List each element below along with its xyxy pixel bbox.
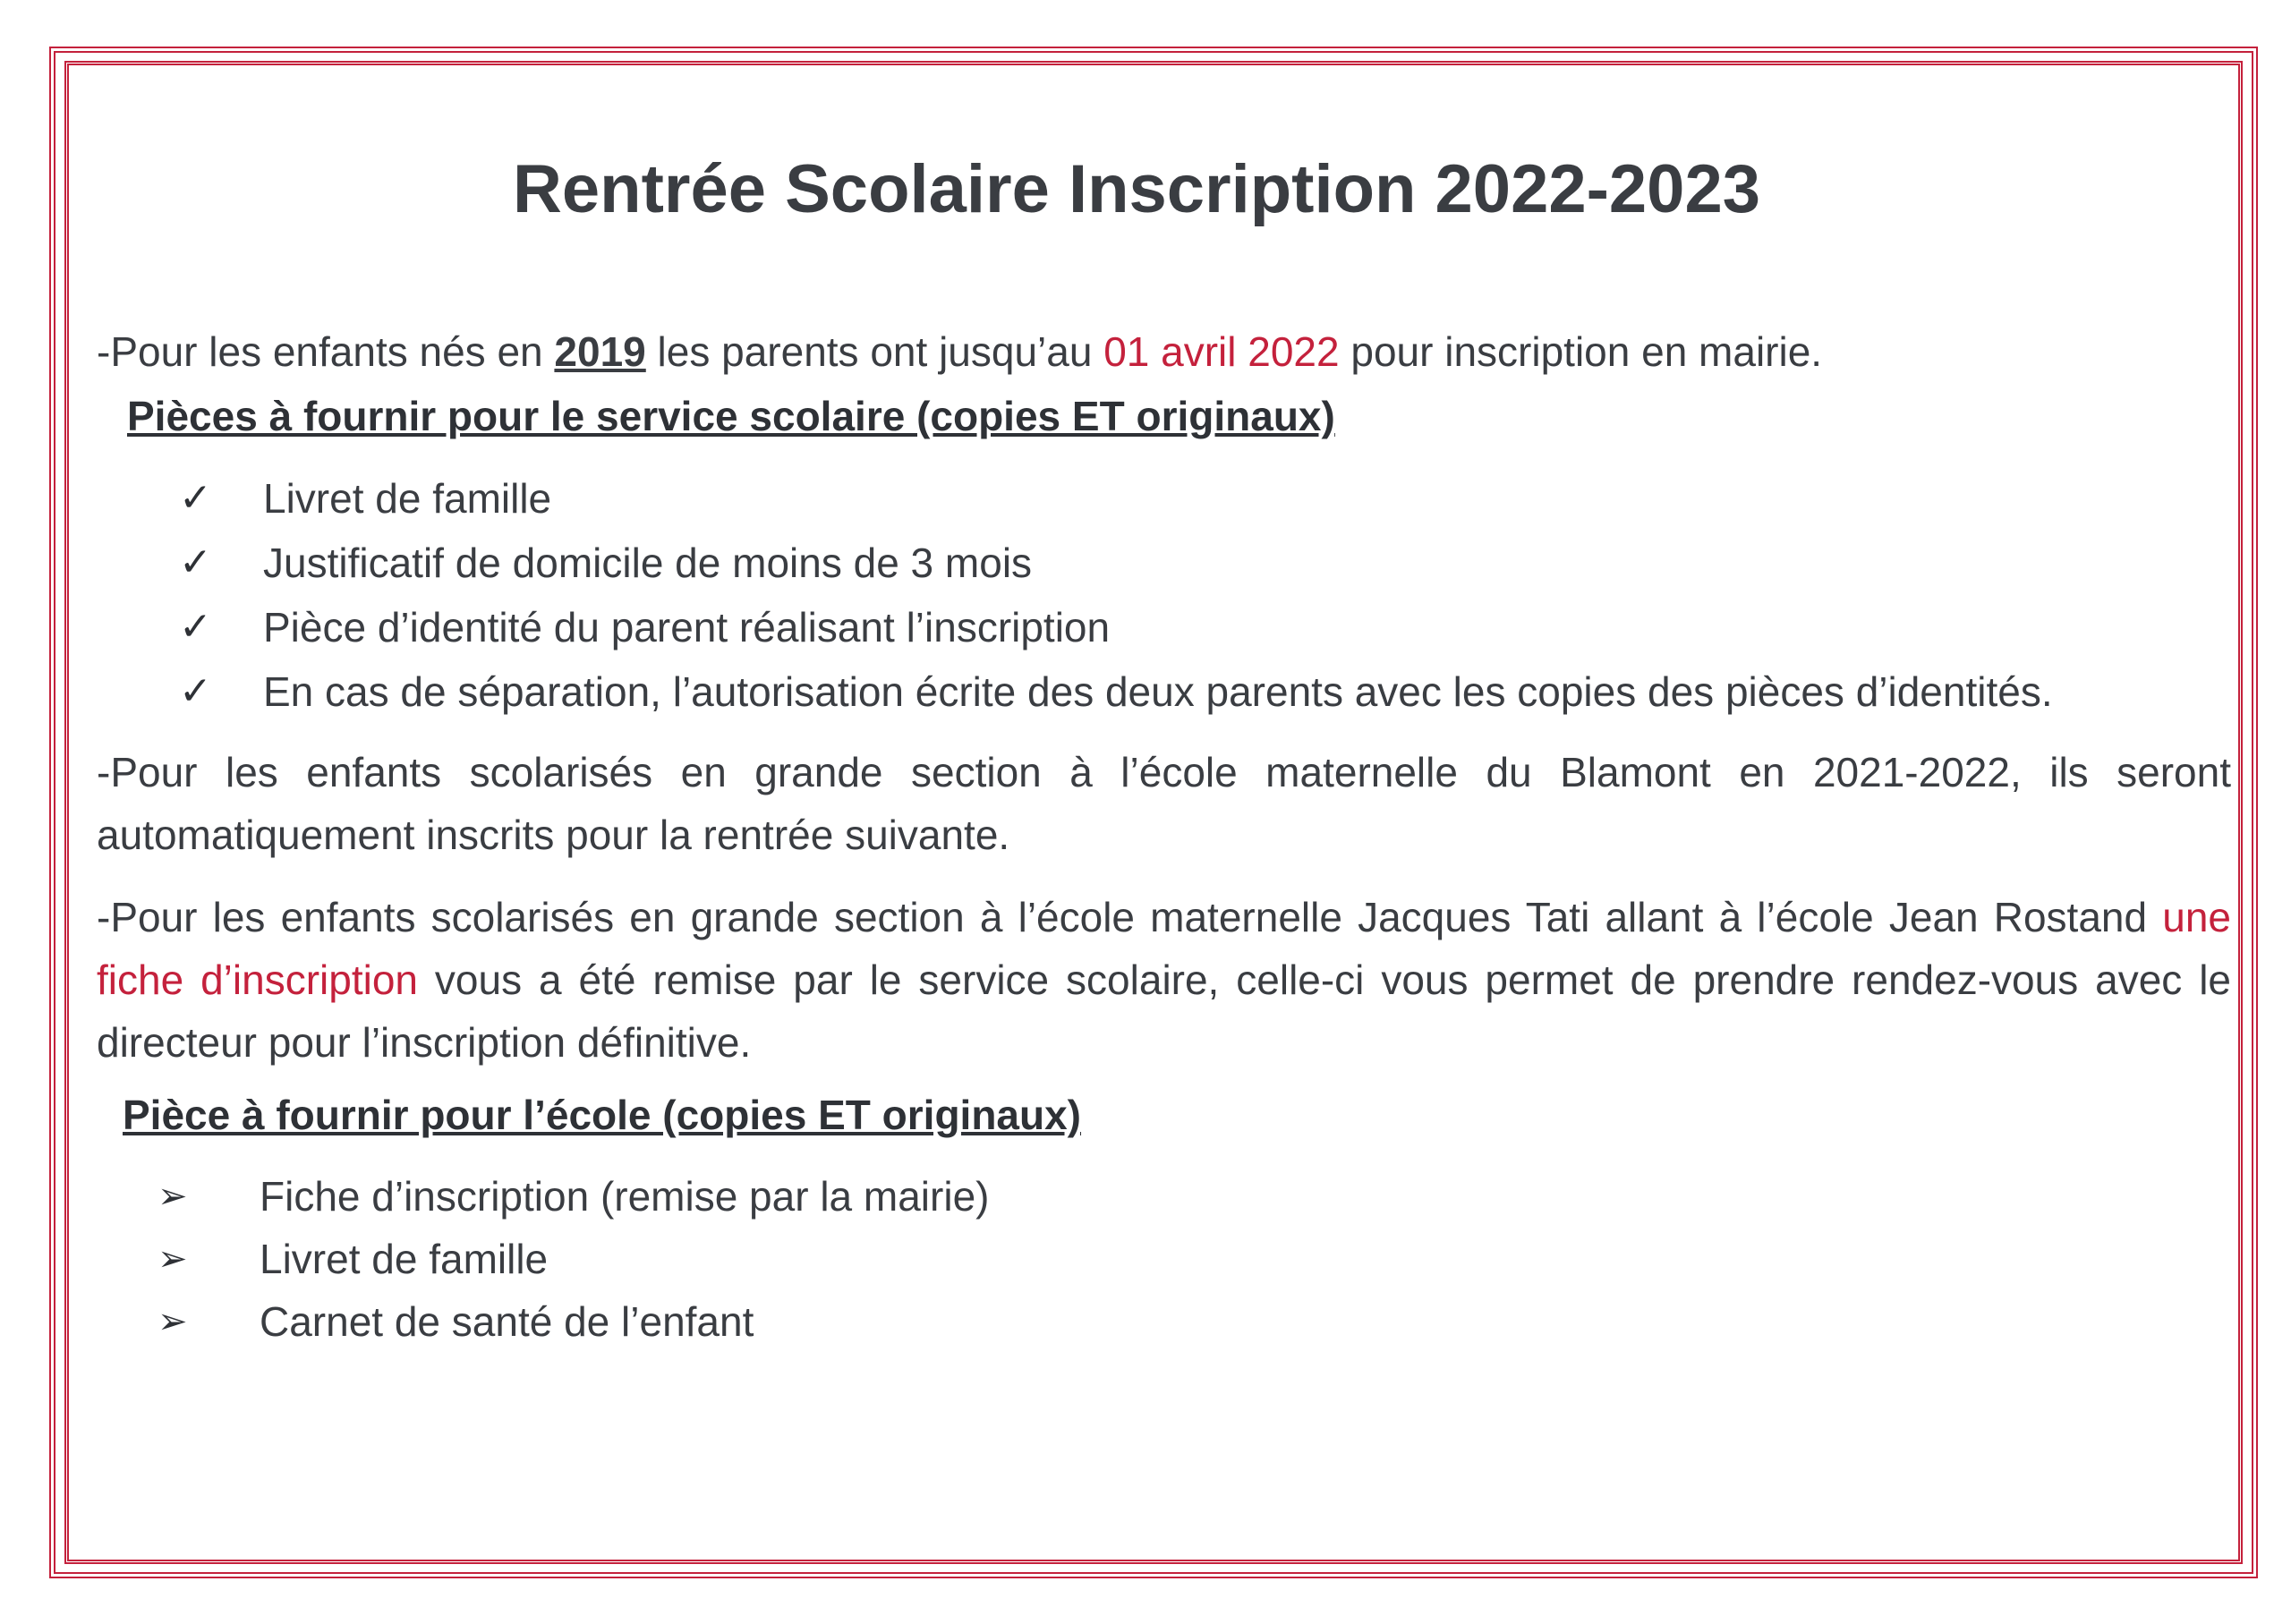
intro-paragraph [97,320,2231,383]
list-item-text: En cas de séparation, l’autorisation écrite des deux parents avec les copies des pièces d’identités. [263,668,2053,715]
list-item-text: Pièce d’identité du parent réalisant l’inscription [263,604,1111,650]
check-icon: ✓ [179,668,212,714]
section2-heading: Pièce à fournir pour l’école (copies ET originaux) [123,1092,1082,1138]
check-icon: ✓ [179,604,212,650]
intro-suffix: pour inscription en mairie. [1339,328,1823,375]
intro-year: 2019 [554,328,646,375]
paragraph-tati [97,886,2231,1074]
paragraph-tati-prefix: -Pour les enfants scolarisés en grande section à l’école maternelle Jacques Tati allant à l’école Jean Rostand [97,894,2163,940]
check-icon: ✓ [179,475,212,521]
check-icon: ✓ [179,540,212,585]
list-item-text: Fiche d’inscription (remise par la mairie) [260,1173,990,1220]
paragraph-tati-suffix: vous a été remise par le service scolaire, celle-ci vous permet de prendre rendez-vous avec le directeur pour l’inscription définitive. [97,957,2231,1066]
paragraph-blamont: -Pour les enfants scolarisés en grande section à l’école maternelle du Blamont en 2021-2022, ils seront automatiquement inscrits pour la rentrée suivante. [97,749,2231,858]
arrow-icon: ➢ [158,1176,188,1217]
paragraph-tati-highlight: une fiche d’inscription [97,894,2231,1003]
arrow-icon: ➢ [158,1301,188,1342]
intro-deadline: 01 avril 2022 [1103,328,1340,375]
page-title: Rentrée Scolaire Inscription 2022-2023 [513,151,1760,227]
list-item-text: Justificatif de domicile de moins de 3 mois [263,540,1033,586]
list-item-text: Livret de famille [260,1236,549,1282]
list-item-text: Carnet de santé de l’enfant [260,1298,754,1345]
intro-prefix: -Pour les enfants nés en [97,328,555,375]
intro-middle: les parents ont jusqu’au [645,328,1104,375]
section1-heading: Pièces à fournir pour le service scolaire (copies ET originaux) [127,393,1335,439]
list-item-text: Livret de famille [263,475,552,522]
arrow-icon: ➢ [158,1238,188,1280]
